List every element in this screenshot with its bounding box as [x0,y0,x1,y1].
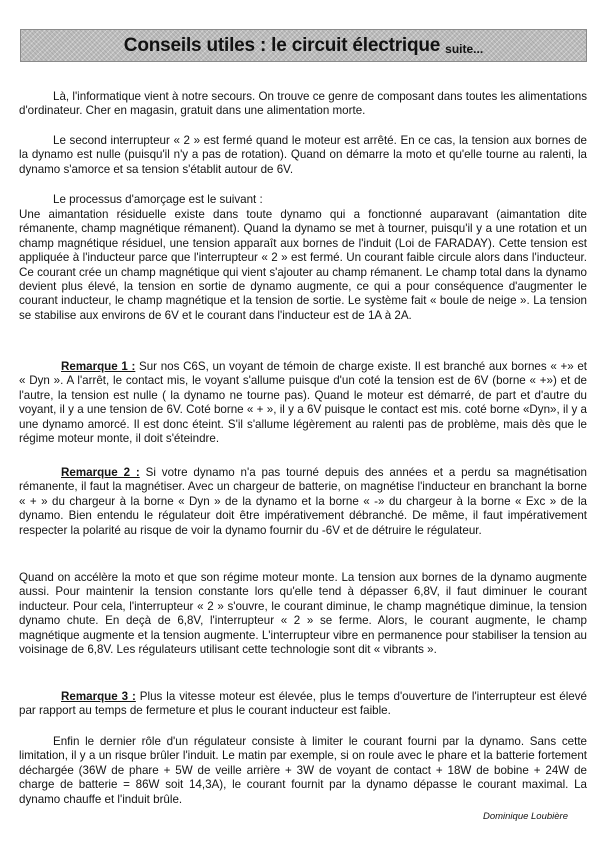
title-main: Conseils utiles : le circuit électrique [123,34,441,56]
remark-2-text: Si votre dynamo n'a pas tourné depuis des années et a perdu sa magnétisation rémanente, il faut la magnétiser. Avec un chargeur de batterie, on magnétise l'inducteur en branchant la borne « + » du chargeur à la borne « Dyn » de la dynamo et la borne « -» du chargeur à la borne « Exc » de la dynamo. Bien entendu le régulateur doit être impérativement débranché. De même, il faut impérativement respecter la polarité au risque de voir la dynamo fournir du -6V et de détruire le régulateur. [19,466,587,537]
paragraph-second-switch [19,134,587,177]
author-signature: Dominique Loubière [482,811,568,822]
title-suffix: suite... [445,41,484,56]
paragraph-process-body-text: Une aimantation résiduelle existe dans toute dynamo qui a fonctionné auparavant (aimantation dite rémanente, champ magnétique rémanent). Quand la dynamo se met à tourner, puisqu'il y a une rotation et un champ magnétique résiduel, une tension apparaît aux bornes de l'induit (Loi de FARADAY). Cette tension est appliquée à l'inducteur parce que l'interrupteur « 2 » est fermé. Un courant faible circule alors dans l'inducteur. Ce courant crée un champ magnétique qui vient s'ajouter au champ rémanent. Le champ total dans la dynamo devient plus élevé, la tension en sortie de dynamo augmente, ce qui a pour conséquence d'augmenter le courant inducteur, le champ magnétique et la tension de sortie. Le système fait « boule de neige ». La tension se stabilise aux environs de 6V et le courant dans l'inducteur est de 1A à 2A. [19,208,587,322]
paragraph-regulation [19,571,587,657]
paragraph-process-intro-text: Le processus d'amorçage est le suivant : [53,193,263,206]
paragraph-intro [19,90,587,119]
page-title [20,29,587,62]
paragraph-process-intro [19,193,587,207]
remark-1-label: Remarque 1 : [61,360,136,373]
remark-1-text: Sur nos C6S, un voyant de témoin de charge existe. Il est branché aux bornes « +» et « Dyn ». A l'arrêt, le contact mis, le voyant s'allume puisque d'un coté la tension est de 6V (borne « +») et de l'autre, la tension est nulle ( la dynamo ne tourne pas). Quand le moteur est démarré, de part et d'autre du voyant, il y a une tension de 6V. Coté borne « + », il y a 6V puisque le contact est mis. coté borne «Dyn», il y a une dynamo amorcé. Il est donc éteint. S'il s'allume légèrement au ralenti pas de problème, mais dès que le régime moteur monte, il doit s'éteindre. [19,360,588,446]
paragraph-current-limit-text: Enfin le dernier rôle d'un régulateur consiste à limiter le courant fourni par la dynamo. Sans cette limitation, il y a un risque brûler l'induit. Le matin par exemple, si on roule avec le phare et la batterie fortement déchargée (36W de phare + 5W de veille arrière + 3W de voyant de contact + 18W de bobine + 24W de charge de batterie = 86W soit 14,3A), le courant fournit par la dynamo dépasse le courant maximal. La dynamo chauffe et l'induit brûle. [19,735,587,806]
paragraph-regulation-text: Quand on accélère la moto et que son régime moteur monte. La tension aux bornes de la dynamo augmente aussi. Pour maintenir la tension constante lors qu'elle tend à dépasser 6,8V, il faut diminuer le courant inducteur. Pour cela, l'interrupteur « 2 » s'ouvre, le courant diminue, le champ magnétique diminue, la tension dynamo chute. En deçà de 6,8V, l'interrupteur « 2 » se ferme. Alors, le courant augmente, le champ magnétique augmente et la tension augmente. L'interrupteur vibre en permanence pour stabiliser la tension au voisinage de 6,8V. Les régulateurs utilisant cette technologie sont dit « vibrants ». [19,571,587,657]
paragraph-current-limit [19,735,587,807]
remark-3-label: Remarque 3 : [61,690,136,703]
remark-2-label: Remarque 2 : [61,466,140,479]
remark-3 [19,690,587,719]
remark-1 [19,360,587,446]
remark-3-text: Plus la vitesse moteur est élevée, plus le temps d'ouverture de l'interrupteur est élevé par rapport au temps de fermeture et plus le courant inducteur est faible. [19,690,587,718]
paragraph-intro-text: Là, l'informatique vient à notre secours. On trouve ce genre de composant dans toutes les alimentations d'ordinateur. Cher en magasin, gratuit dans une alimentation morte. [19,90,587,118]
paragraph-process-body [19,208,587,323]
remark-2 [19,466,587,538]
paragraph-second-switch-text: Le second interrupteur « 2 » est fermé quand le moteur est arrêté. En ce cas, la tension aux bornes de la dynamo est nulle (puisqu'il n'y a pas de rotation). Quand on démarre la moto et qu'elle tourne au ralenti, la dynamo s'amorce et sa tension s'établit autour de 6V. [19,134,587,176]
